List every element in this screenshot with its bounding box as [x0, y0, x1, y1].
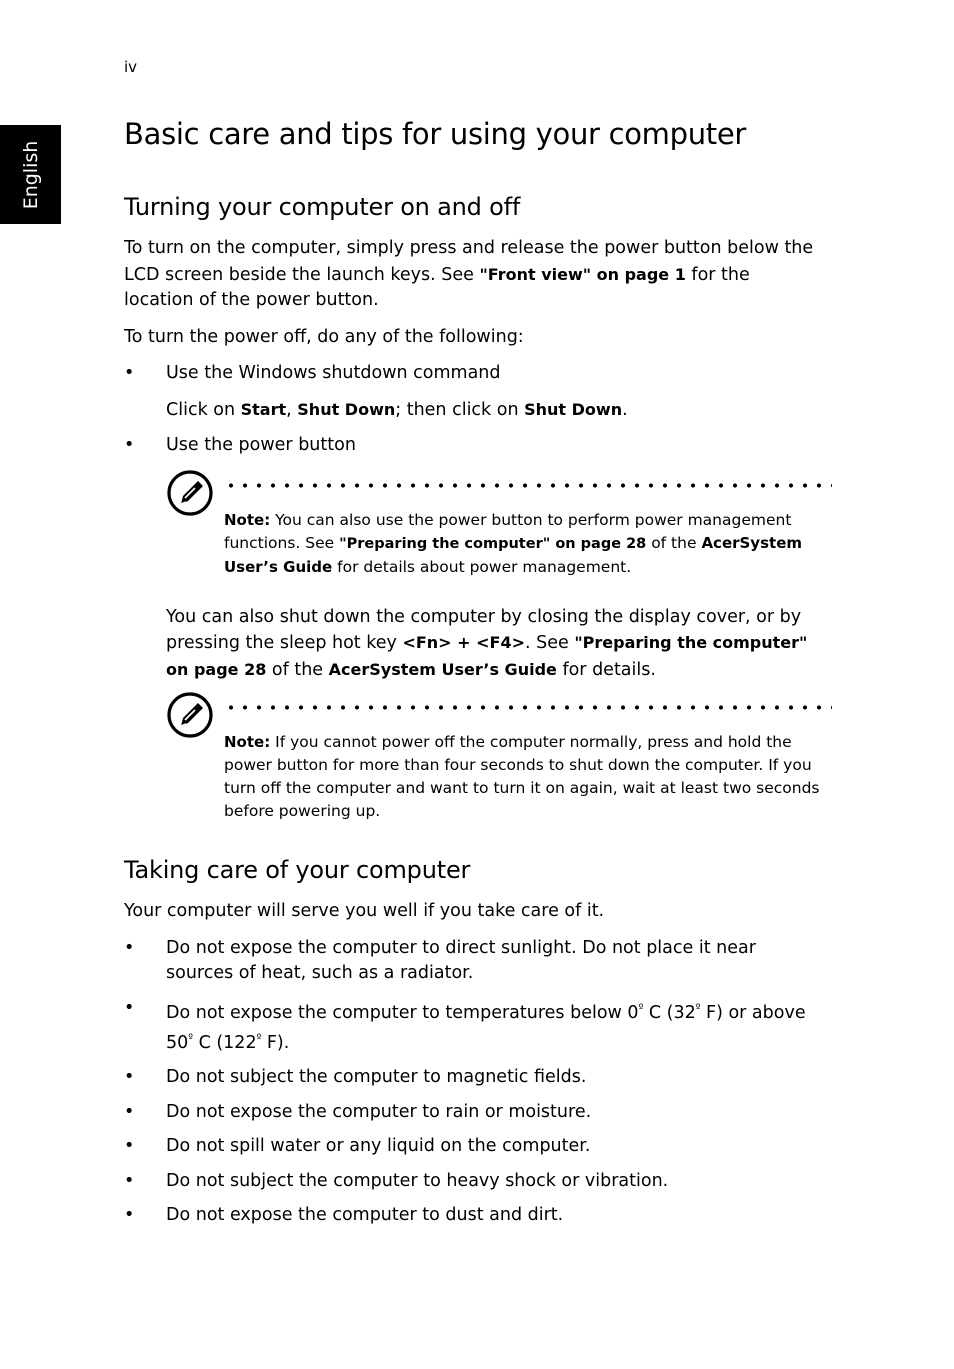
- page-content: [124, 112, 824, 1239]
- list-item: • Do not expose the computer to rain or moisture.: [124, 1100, 824, 1126]
- note-divider: [224, 705, 832, 710]
- language-tab-label: English: [19, 140, 42, 209]
- power-off-list-2: [124, 433, 824, 459]
- list-item: • Use the power button: [124, 433, 824, 459]
- shutdown-cover-paragraph: You can also shut down the computer by closing the display cover, or by pressing the sleep hot key <Fn> + <F4>. See "Preparing the computer" on page 28 of the AcerSystem User’s Guide for details.: [166, 606, 808, 680]
- list-item: • Do not subject the computer to magnetic fields.: [124, 1065, 824, 1091]
- power-off-list: [124, 361, 824, 387]
- guide-title: AcerSystem User’s Guide: [224, 533, 802, 576]
- power-off-intro: To turn the power off, do any of the following:: [124, 326, 524, 347]
- list-item: • Do not expose the computer to dust and dirt.: [124, 1203, 824, 1229]
- list-item: • Do not spill water or any liquid on the computer.: [124, 1134, 824, 1160]
- note-text: Note: You can also use the power button to perform power management functions. See "Preparing the computer" on page 28 of the AcerSystem User’s Guide for details about power management.: [224, 510, 802, 576]
- section-heading-power: Turning your computer on and off: [124, 193, 521, 221]
- note-pen-icon: [166, 469, 214, 517]
- hotkey-label: <Fn> + <F4>: [402, 633, 525, 652]
- preparing-link[interactable]: "Preparing the computer" on page 28: [339, 535, 647, 552]
- shutdown-label: Shut Down: [524, 399, 623, 419]
- page-title: Basic care and tips for using your computer: [124, 117, 747, 151]
- shutdown-instructions: Click on Start, Shut Down; then click on Shut Down.: [166, 399, 628, 420]
- language-tab: [0, 125, 61, 224]
- note-pen-icon: [166, 691, 214, 739]
- note-box: [166, 469, 824, 579]
- list-item: • Use the Windows shutdown command: [124, 361, 824, 387]
- front-view-link[interactable]: "Front view" on page 1: [479, 264, 686, 284]
- shutdown-label: Shut Down: [297, 399, 396, 419]
- section-heading-care: Taking care of your computer: [124, 856, 471, 884]
- list-item: • Do not expose the computer to temperatures below $0^º$ C ($32^º$ F) or above $50^º$ C ($122^º$ F).: [124, 996, 824, 1057]
- list-item: • Do not subject the computer to heavy shock or vibration.: [124, 1169, 824, 1195]
- note-divider: [224, 483, 832, 488]
- care-list: [124, 936, 824, 1229]
- guide-title: AcerSystem User’s Guide: [328, 659, 557, 679]
- power-on-paragraph: To turn on the computer, simply press and release the power button below the LCD screen beside the launch keys. See "Front view" on page 1 for the location of the power button.: [124, 238, 814, 310]
- list-item: • Do not expose the computer to direct sunlight. Do not place it near sources of heat, such as a radiator.: [124, 936, 824, 987]
- note-text: Note: If you cannot power off the computer normally, press and hold the power button for more than four seconds to shut down the computer. If you turn off the computer and want to turn it on again, wait at least two seconds before powering up.: [224, 733, 820, 820]
- care-intro: Your computer will serve you well if you take care of it.: [124, 901, 605, 921]
- page-number: iv: [124, 58, 138, 76]
- preparing-link[interactable]: "Preparing the computer" on page 28: [166, 633, 808, 679]
- start-menu-label: Start: [240, 399, 287, 419]
- note-box: [166, 691, 824, 823]
